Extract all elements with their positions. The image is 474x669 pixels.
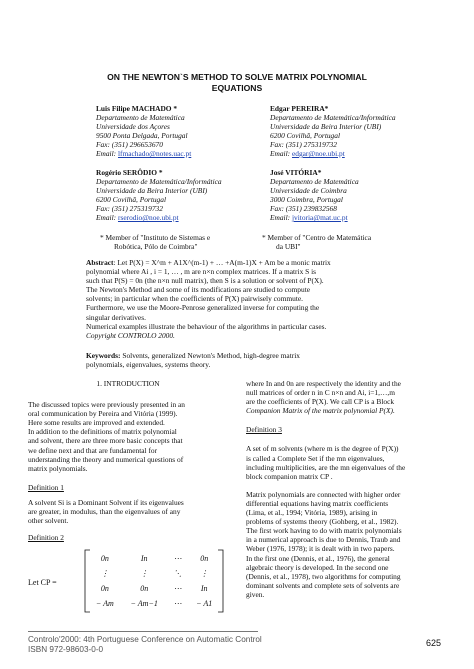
email-link[interactable]: rserodio@noe.ubi.pt (117, 213, 179, 222)
section-heading: 1. INTRODUCTION (96, 379, 160, 388)
author-serodio: Rogério SERÔDIO * Departamento de Matemática/Informática Universidade da Beira Interior (UBI) 6200 Covilhã, Portugal Fax: (351) 275319732 Email: rserodio@noe.ubi.pt (96, 168, 222, 222)
author-pereira: Edgar PEREIRA* Departamento de Matemática/Informática Universidade da Beira Interior (UBI) 6200 Covilhã, Portugal Fax: (351) 275319732 Email: edgar@noe.ubi.pt (270, 104, 396, 158)
email-link[interactable]: jvitoria@mat.uc.pt (291, 213, 348, 222)
author-machado: Luis Filipe MACHADO * Departamento de Matemática Universidade dos Açores 9500 Ponta Delgada, Portugal Fax: (351) 296653670 Email: lfmachado@notes.uac.pt (96, 104, 192, 158)
block-companion-matrix (84, 549, 224, 613)
matrix-table: 0n In ⋯ 0n ⋮ ⋮ ⋱ ⋮ 0n 0n ⋯ In − Am − Am−1 ⋯ − A1 (95, 554, 213, 608)
definition-1-heading: Definition 1 (28, 482, 64, 492)
footer-conference: Controlo'2000: 4th Portuguese Conference on Automatic Control ISBN 972-98603-0-0 (28, 635, 262, 654)
definition-2-heading: Definition 2 (28, 533, 64, 543)
email-link[interactable]: edgar@noe.ubi.pt (291, 149, 345, 158)
email-link[interactable]: lfmachado@notes.uac.pt (117, 149, 192, 158)
footer-rule (28, 631, 258, 632)
author-vitoria: José VITÓRIA* Departamento de Matemática Universidade de Coimbra 3000 Coimbra, Portugal Fax: (351) 239832568 Email: jvitoria@mat.uc.pt (270, 168, 359, 222)
paper-title: ON THE NEWTON`S METHOD TO SOLVE MATRIX POLYNOMIAL EQUATIONS (107, 72, 367, 93)
definition-3-heading: Definition 3 (246, 425, 282, 435)
left-column: 1. INTRODUCTION The discussed topics were previously presented in an oral communication by Pereira and Vitória (1999). Here some results are improved and extended. In addition to the definitions of matrix polynomial and solvent, there are three more basic concepts that we define next and that are fundamental for understanding the theory and numerical questions of matrix polynomials. Definition 1 A solvent Si is a Dominant Solvent if its eigenvalues are greater, in modulus, than the eigenvalues of any other solvent. Definition 2 (28, 379, 228, 542)
keywords: Keywords: Solvents, generalized Newton's Method, high-degree matrix polynomials, eigenvalues, systems theory. (86, 351, 300, 370)
footnote-cmubi: * Member of "Centro de Matemática da UBI" (262, 233, 372, 251)
footnote-isr: * Member of "Instituto de Sistemas e Robótica, Pólo de Coimbra" (100, 233, 211, 251)
right-column: where In and 0n are respectively the identity and the null matrices of order n in C n×n and Ai, i=1,…,m are the coefficients of P(X). We call CP is a Block Companion Matrix of the matrix polynomial P(X). Definition 3 A set of m solvents (where m is the degree of P(X)) is called a Complete Set if the mn eigenvalues, including multiplicities, are the mn eigenvalues of the block companion matrix CP . Matrix polynomials are connected with higher order differential equations having matrix coefficients (Lima, et al., 1994; Vitória, 1989), arising in problems of systems theory (Gohberg, et al., 1982). The first work having to do with matrix polynomials in a numerical approach is due to Dennis, Traub and Weber (1976, 1978); it is dealt with in two papers. In the first one (Dennis, et al., 1976), the general algebraic theory is developed. In the second one (Dennis, et al., 1978), two algorithms for computing dominant solvents and complete sets of solvents are given. (246, 379, 450, 599)
let-cp-label: Let CP = (28, 578, 57, 587)
abstract: Abstract: Let P(X) = X^m + A1X^(m-1) + … +A(m-1)X + Am be a monic matrix polynomial where Ai , i = 1, … , m are n×n complex matrices. If a matrix S is such that P(S) = 0n (the n×n null matrix), then S is a solution or solvent of P(X). The Newton's Method and some of its modifications are studied to compute solvents; in particular when the coefficients of P(X) pairwisely commute. Furthermore, we use the Moore-Penrose generalized inverse for computing the singular derivatives. Numerical examples illustrate the behaviour of the algorithms in particular cases. Copyright CONTROLO 2000. (86, 258, 331, 340)
page-number: 625 (426, 638, 442, 648)
